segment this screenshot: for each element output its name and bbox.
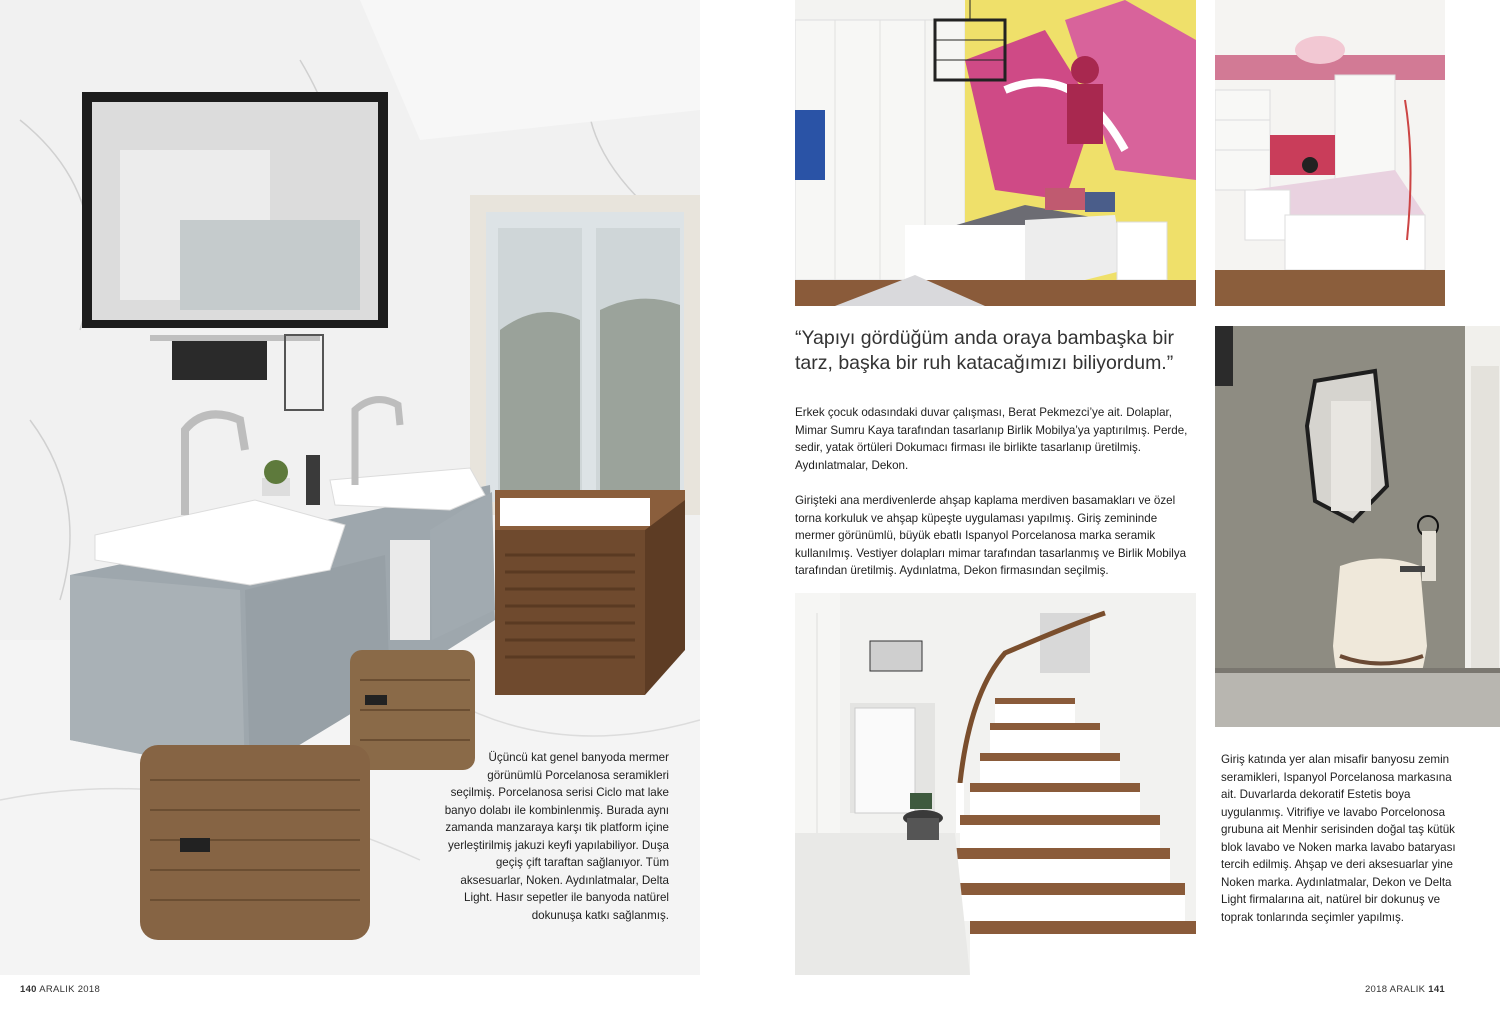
right-page-number: 141 bbox=[1428, 984, 1445, 995]
boys-bedroom-photo bbox=[795, 0, 1196, 306]
left-issue-label: ARALIK 2018 bbox=[39, 984, 101, 995]
girls-bedroom-photo bbox=[1215, 0, 1445, 306]
left-page-folio bbox=[20, 984, 100, 995]
kids-room-caption: Erkek çocuk odasındaki duvar çalışması, Berat Pekmezci’ye ait. Dolaplar, Mimar Sumru Kaya tarafından tasarlanıp Birlik Mobilya’ya yaptırılmış. Perde, sedir, yatak örtüleri Dokumacı firması ile birlikte tasarlanıp üretilmiş. Aydınlatmalar, Dekon. bbox=[795, 406, 1188, 472]
staircase-photo bbox=[795, 593, 1196, 975]
right-issue-label: 2018 ARALIK bbox=[1364, 984, 1426, 995]
guest-bathroom-photo bbox=[1215, 326, 1500, 727]
left-page-number: 140 bbox=[20, 984, 37, 995]
guest-bathroom-caption: Giriş katında yer alan misafir banyosu zemin seramikleri, Ispanyol Porcelanosa markasına ait. Duvarlarda dekoratif Estetis boya uygulanmış. Vitrifiye ve lavabo Porcelonosa grubuna ait Menhir serisinden doğal taş kütük blok lavabo ve Noken marka lavabo bataryası tercih edilmiş. Ahşap ve deri aksesuarlar yine Noken marka. Aydınlatmalar, Dekon ve Delta Light firmalarına ait, natürel bir dokunuş ve toprak tonlarında seçimler yapılmış. bbox=[1221, 753, 1456, 924]
right-page-folio bbox=[1365, 984, 1445, 995]
entrance-caption: Girişteki ana merdivenlerde ahşap kaplama merdiven basamakları ve özel torna korkuluk ve ahşap küpeşte uygulaması yapılmış. Giriş zemininde mermer görünümlü, büyük ebatlı Ispanyol Porcelanosa marka seramik kullanılmış. Vestiyer dolapları mimar tarafından tasarlanmış ve Birlik Mobilya tarafından üretilmiş. Aydınlatma, Dekon firmasından seçilmiş. bbox=[795, 494, 1187, 577]
main-bathroom-caption: Üçüncü kat genel banyoda mermer görünümlü Porcelanosa seramikleri seçilmiş. Porcelanosa serisi Ciclo mat lake banyo dolabı ile kombinlenmiş. Burada aynı zamanda manzaraya karşı tik platform içine yerleştirilmiş jakuzi keyfi yapılabiliyor. Duşa geçiş çift taraftan sağlanıyor. Tüm aksesuarlar, Noken. Aydınlatmalar, Delta Light. Hasır sepetler ile banyoda natürel dokunuşa katkı sağlanmış. bbox=[444, 751, 669, 922]
pull-quote: “Yapıyı gördüğüm anda oraya bambaşka bir tarz, başka bir ruh katacağımızı biliyordum.” bbox=[795, 327, 1175, 374]
